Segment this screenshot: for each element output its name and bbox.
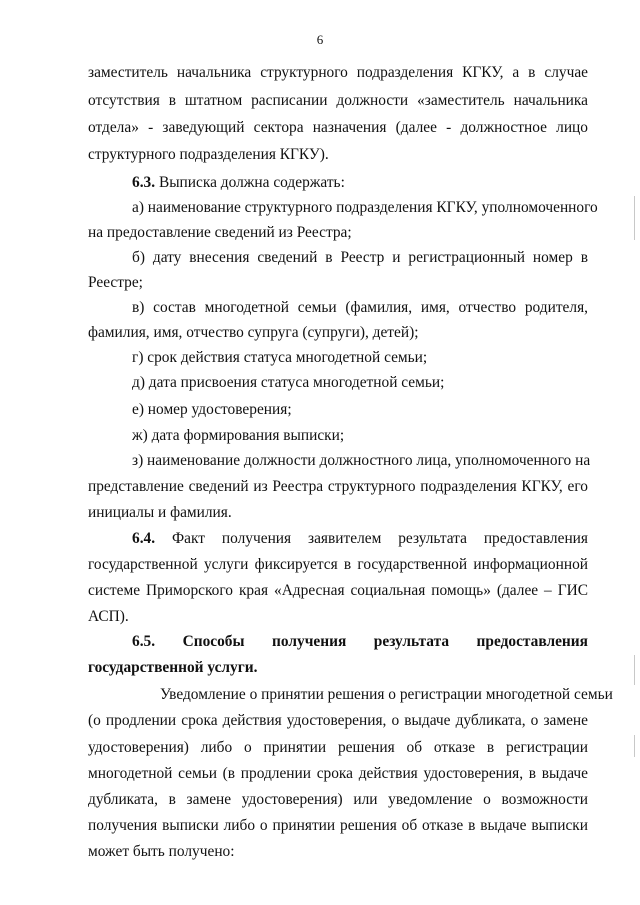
- list-item-a: а) наименование структурного подразделения КГКУ, уполномоченного: [132, 199, 598, 216]
- list-item-z: з) наименование должности должностного лица, уполномоченного на: [132, 452, 591, 469]
- scan-edge-mark: [634, 655, 635, 685]
- list-item-d: д) дата присвоения статуса многодетной семьи;: [132, 374, 445, 391]
- text-line: получения выписки либо о принятии решения об отказе в выдаче выписки: [88, 817, 588, 834]
- notice-paragraph-first-line: Уведомление о принятии решения о регистрации многодетной семьи: [160, 686, 613, 703]
- list-item-zh: ж) дата формирования выписки;: [132, 427, 345, 444]
- list-item-v: в) состав многодетной семьи (фамилия, имя, отчество родителя,: [132, 299, 588, 316]
- text-line: удостоверения) либо о принятии решения об отказе в регистрации: [88, 739, 588, 756]
- section-6-5-heading-cont: государственной услуги.: [88, 659, 258, 676]
- text-line: представление сведений из Реестра структурного подразделения КГКУ, его: [88, 478, 588, 495]
- text-line: структурного подразделения КГКУ).: [88, 146, 329, 163]
- section-6-4-first-line: [132, 530, 588, 548]
- section-text: Факт получения заявителем результата предоставления: [155, 530, 588, 547]
- scan-edge-mark: [634, 196, 635, 240]
- scan-edge-mark: [634, 735, 635, 757]
- list-item-e: е) номер удостоверения;: [132, 401, 292, 418]
- text-line: инициалы и фамилия.: [88, 504, 232, 521]
- text-line: многодетной семьи (в продлении срока действия удостоверения, в выдаче: [88, 765, 588, 782]
- section-heading-text: Выписка должна содержать:: [155, 174, 345, 191]
- text-line: отсутствия в штатном расписании должности «заместитель начальника: [88, 92, 588, 109]
- list-item-g: г) срок действия статуса многодетной семьи;: [132, 349, 428, 366]
- text-line: может быть получено:: [88, 843, 235, 860]
- text-line: дубликата, в замене удостоверения) или уведомление о возможности: [88, 791, 588, 808]
- text-line: Реестре;: [88, 274, 143, 291]
- text-line: фамилия, имя, отчество супруга (супруги), детей);: [88, 324, 419, 341]
- section-6-5-heading: 6.5. Способы получения результата предоставления: [132, 633, 588, 650]
- text-line: на предоставление сведений из Реестра;: [88, 224, 352, 241]
- section-number: 6.4.: [132, 530, 156, 547]
- text-line: отдела» - заведующий сектора назначения (далее - должностное лицо: [88, 119, 588, 136]
- text-line: системе Приморского края «Адресная социальная помощь» (далее – ГИС: [88, 582, 588, 599]
- section-6-3-heading: [132, 174, 588, 192]
- text-line: государственной услуги фиксируется в государственной информационной: [88, 556, 588, 573]
- text-line: заместитель начальника структурного подразделения КГКУ, а в случае: [88, 64, 588, 81]
- page-number: 6: [316, 32, 324, 47]
- section-number: 6.3.: [132, 174, 156, 191]
- text-line: (о продлении срока действия удостоверения, о выдаче дубликата, о замене: [88, 712, 588, 729]
- list-item-b: б) дату внесения сведений в Реестр и регистрационный номер в: [132, 249, 588, 266]
- text-line: АСП).: [88, 608, 129, 625]
